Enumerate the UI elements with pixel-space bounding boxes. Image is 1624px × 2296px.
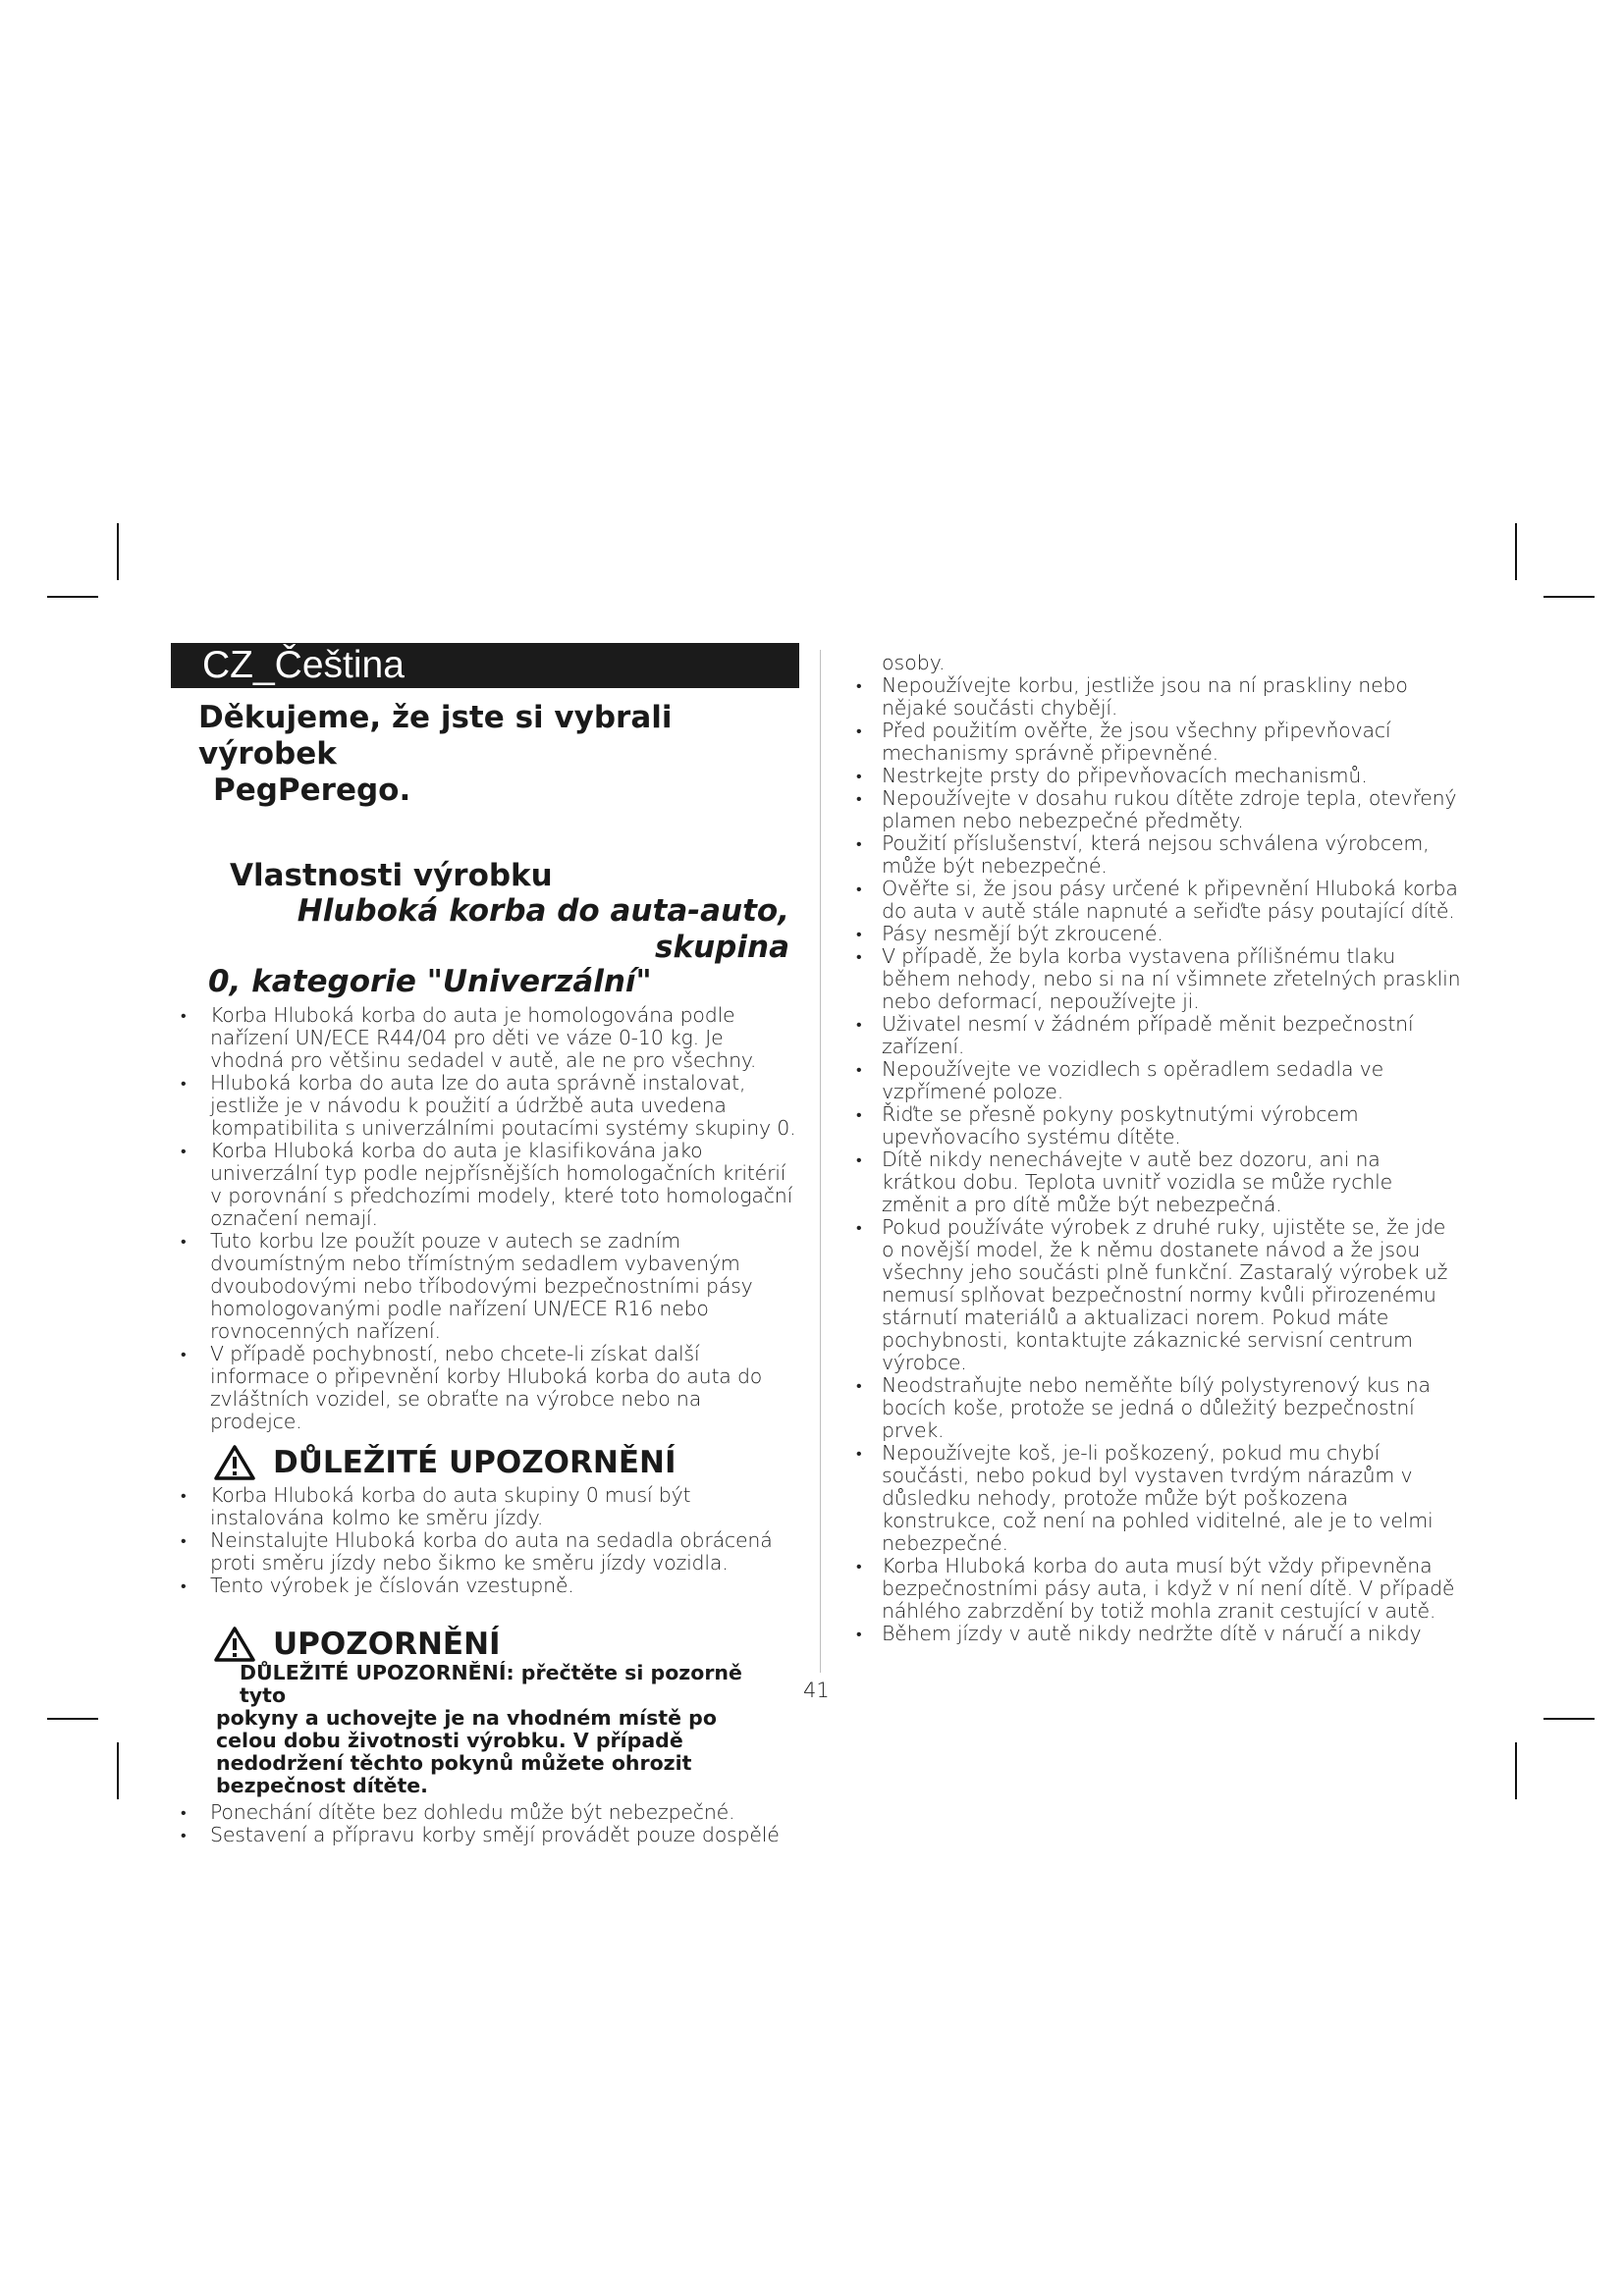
crop-mark xyxy=(47,596,98,598)
warning-bold-text xyxy=(216,1662,776,1797)
list-item: • Nepoužívejte v dosahu rukou dítěte zdroje tepla, otevřený plamen nebo nebezpečné předměty. xyxy=(852,787,1461,832)
warning-list xyxy=(169,1801,797,1846)
crop-mark xyxy=(1543,596,1595,598)
list-item: • Pásy nesmějí být zkroucené. xyxy=(852,923,1461,945)
crop-mark xyxy=(117,1742,119,1799)
list-item: • Uživatel nesmí v žádném případě měnit bezpečnostní zařízení. xyxy=(852,1013,1461,1058)
list-item: • Pokud používáte výrobek z druhé ruky, ujistěte se, že jde o novější model, že k němu dostanete návod a že jsou všechny jeho součásti plně funkční. Zastaralý výrobek už nemusí splňovat bezpečnostní normy kvůli přirozenému stárnutí materiálů a aktualizaci norem. Pokud máte pochybnosti, kontaktujte zákaznické servisní centrum výrobce. xyxy=(852,1216,1461,1374)
crop-mark xyxy=(1515,523,1517,580)
warning-bold-rest: pokyny a uchovejte je na vhodném místě po celou dobu životnosti výrobku. V případě nedodržení těchto pokynů můžete ohrozit bezpečnost dítěte. xyxy=(216,1706,717,1797)
list-item: • Tento výrobek je číslován vzestupně. xyxy=(169,1575,797,1597)
crop-mark xyxy=(1543,1718,1595,1720)
list-item: • Tuto korbu lze použít pouze v autech se zadním dvoumístným nebo třímístným sedadlem vybaveným dvoubodovými nebo tříbodovými bezpečnostními pásy homologovanými podle nařízení UN/ECE R16 nebo rovnocenných nařízení. xyxy=(169,1230,797,1343)
list-item: • Během jízdy v autě nikdy nedržte dítě v náručí a nikdy xyxy=(852,1623,1461,1645)
list-item: • Korba Hluboká korba do auta je homologována podle nařízení UN/ECE R44/04 pro děti ve váze 0-10 kg. Je vhodná pro většinu sedadel v autě, ale ne pro všechny. xyxy=(169,1004,797,1072)
list-item: • Před použitím ověřte, že jsou všechny připevňovací mechanismy správně připevněné. xyxy=(852,720,1461,765)
features-title: Vlastnosti výrobku xyxy=(230,858,553,893)
column-divider xyxy=(820,650,821,1673)
language-header: CZ_Čeština xyxy=(171,643,799,688)
crop-mark xyxy=(1515,1742,1517,1799)
continuation-text: osoby. xyxy=(882,651,946,674)
list-item: • Dítě nikdy nenechávejte v autě bez dozoru, ani na krátkou dobu. Teplota uvnitř vozidla se může rychle změnit a pro dítě může být nebezpečná. xyxy=(852,1148,1461,1216)
thanks-line-2: PegPerego. xyxy=(213,773,411,808)
list-item: • Neinstalujte Hluboká korba do auta na sedadla obrácená proti směru jízdy nebo šikmo ke směru jízdy vozidla. xyxy=(169,1529,797,1575)
list-item: • Korba Hluboká korba do auta musí být vždy připevněna bezpečnostními pásy auta, i když v ní není dítě. V případě náhlého zabrzdění by totiž mohla zranit cestující v autě. xyxy=(852,1555,1461,1623)
list-item: • Neodstraňujte nebo neměňte bílý polystyrenový kus na bocích koše, protože se jedná o důležitý bezpečnostní prvek. xyxy=(852,1374,1461,1442)
warning-heading xyxy=(214,1627,797,1662)
thanks-line-1: Děkujeme, že jste si vybrali výrobek xyxy=(198,700,673,772)
page-number: 41 xyxy=(803,1679,830,1702)
list-item: • Korba Hluboká korba do auta je klasifikována jako univerzální typ podle nejpřísnějších homologačních kritérií v porovnání s předchozími modely, které toto homologační označení nemají. xyxy=(169,1140,797,1230)
features-subtitle-line-2: 0, kategorie "Univerzální" xyxy=(208,964,652,999)
list-item: • Řiďte se přesně pokyny poskytnutými výrobcem upevňovacího systému dítěte. xyxy=(852,1103,1461,1148)
list-item: • Nestrkejte prsty do připevňovacích mechanismů. xyxy=(852,765,1461,787)
crop-mark xyxy=(47,1718,98,1720)
list-item: • Nepoužívejte korbu, jestliže jsou na ní praskliny nebo nějaké součásti chybějí. xyxy=(852,674,1461,720)
important-title: DŮLEŽITÉ UPOZORNĚNÍ xyxy=(273,1445,677,1480)
list-item: • Hluboká korba do auta lze do auta správně instalovat, jestliže je v návodu k použití a údržbě auta uvedena kompatibilita s univerzálními poutacími systémy skupiny 0. xyxy=(169,1072,797,1140)
list-item: • V případě pochybností, nebo chcete-li získat další informace o připevnění korby Hluboká korba do auta do zvláštních vozidel, se obraťte na výrobce nebo na prodejce. xyxy=(169,1343,797,1433)
list-item: • Použití příslušenství, která nejsou schválena výrobcem, může být nebezpečné. xyxy=(852,832,1461,878)
warning-triangle-icon xyxy=(214,1445,255,1480)
list-item: • Ověřte si, že jsou pásy určené k připevnění Hluboká korba do auta v autě stále napnuté a seřiďte pásy poutající dítě. xyxy=(852,878,1461,923)
list-item: • Ponechání dítěte bez dohledu může být nebezpečné. xyxy=(169,1801,797,1824)
list-item: • Korba Hluboká korba do auta skupiny 0 musí být instalována kolmo ke směru jízdy. xyxy=(169,1484,797,1529)
thanks-heading xyxy=(198,700,797,809)
list-item: • Nepoužívejte koš, je-li poškozený, pokud mu chybí součásti, nebo pokud byl vystaven tvrdým nárazům v důsledku nehody, protože může být poškozena konstrukce, což není na pohled viditelné, ale je to velmi nebezpečné. xyxy=(852,1442,1461,1555)
right-column xyxy=(852,652,1461,1645)
left-column xyxy=(169,643,797,1846)
warning-bold-lead: DŮLEŽITÉ UPOZORNĚNÍ: přečtěte si pozorně tyto xyxy=(240,1661,742,1707)
important-heading xyxy=(214,1445,797,1480)
list-item: • Nepoužívejte ve vozidlech s opěradlem sedadla ve vzpřímené poloze. xyxy=(852,1058,1461,1103)
warning-triangle-icon xyxy=(214,1627,255,1662)
features-subtitle-line-1: Hluboká korba do auta-auto, skupina xyxy=(297,893,789,965)
safety-list xyxy=(852,674,1461,1645)
crop-mark xyxy=(117,523,119,580)
list-item: • V případě, že byla korba vystavena přílišnému tlaku během nehody, nebo si na ní všimnete zřetelných prasklin nebo deformací, nepoužívejte ji. xyxy=(852,945,1461,1013)
warning-title: UPOZORNĚNÍ xyxy=(273,1627,501,1662)
important-list xyxy=(169,1484,797,1597)
features-list xyxy=(169,1004,797,1433)
list-item: • Sestavení a přípravu korby smějí provádět pouze dospělé xyxy=(169,1824,797,1846)
